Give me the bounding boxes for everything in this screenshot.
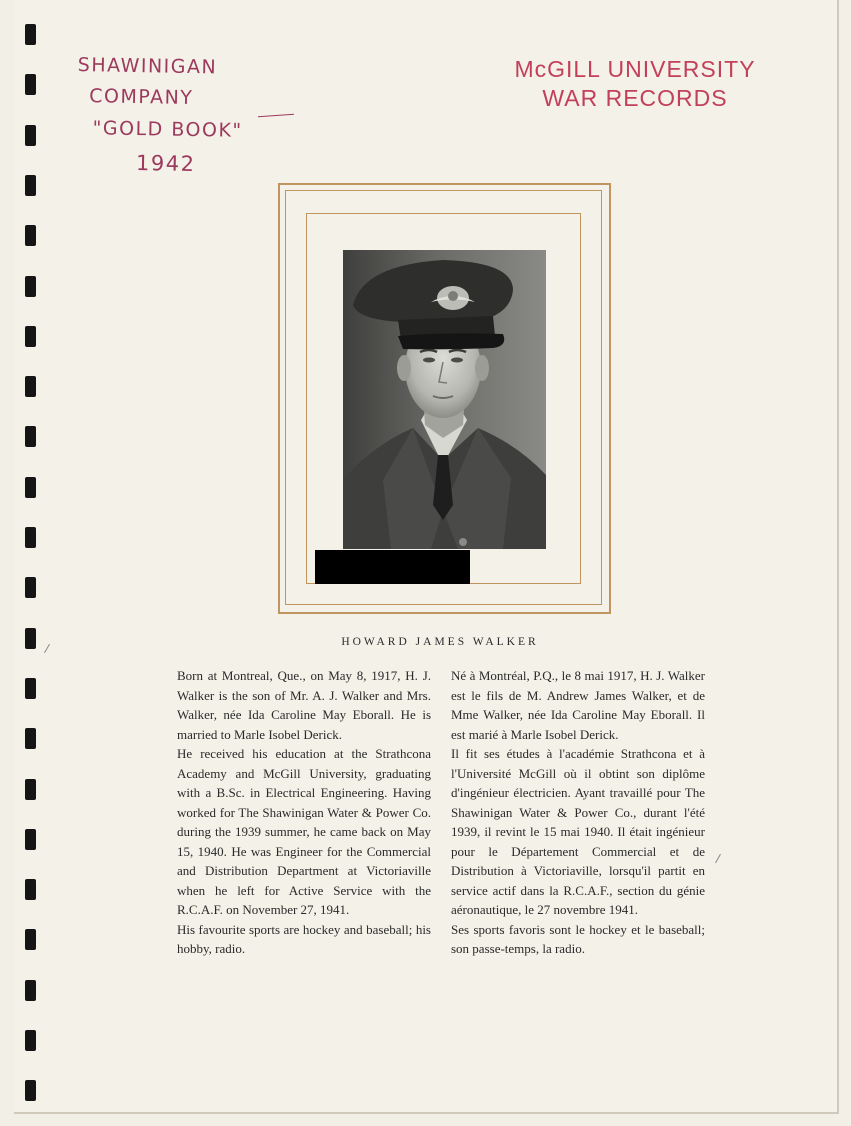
binding-ring	[25, 326, 36, 347]
binding-ring	[25, 980, 36, 1001]
person-name-heading: HOWARD JAMES WALKER	[341, 636, 539, 648]
binding-ring	[25, 779, 36, 800]
handwritten-line-4: 1942	[135, 151, 196, 177]
archive-stamp	[490, 55, 780, 113]
binding-ring	[25, 1080, 36, 1101]
binding-ring	[25, 1030, 36, 1051]
binding-ring	[25, 879, 36, 900]
redaction-bar	[315, 550, 470, 584]
handwritten-line-1: SHAWINIGAN	[77, 53, 218, 79]
binding-ring	[25, 628, 36, 649]
portrait-illustration	[343, 250, 546, 549]
english-paragraph-2: He received his education at the Strathcona Academy and McGill University, graduating with a B.Sc. in Electrical Engineering. Having worked for The Shawinigan Water & Power Co. during the 1939 summer, he came back on May 15, 1940. He was Engineer for the Commercial and Distribution Department at Victoriaville when he left for Active Service with the R.C.A.F. on November 27, 1941.	[177, 746, 431, 917]
binding-ring	[25, 225, 36, 246]
binding-ring	[25, 678, 36, 699]
english-paragraph-3: His favourite sports are hockey and baseball; his hobby, radio.	[177, 921, 431, 956]
binding-ring	[25, 376, 36, 397]
binding-ring	[25, 477, 36, 498]
english-paragraph-1: Born at Montreal, Que., on May 8, 1917, H. J. Walker is the son of Mr. A. J. Walker and Mrs. Walker, née Ida Caroline May Eborall. He is married to Marle Isobel Derick.	[177, 668, 431, 742]
binding-ring	[25, 175, 36, 196]
binding-ring	[25, 24, 36, 45]
binding-ring	[25, 577, 36, 598]
binding-ring	[25, 276, 36, 297]
binding-ring	[25, 125, 36, 146]
handwritten-line-2: COMPANY	[89, 85, 194, 109]
handwritten-line-3: "GOLD BOOK"	[92, 117, 243, 142]
french-paragraph-3: Ses sports favoris sont le hockey et le baseball; son passe-temps, la radio.	[451, 921, 705, 956]
french-biography	[451, 666, 705, 959]
binding-ring	[25, 929, 36, 950]
binding-ring	[25, 74, 36, 95]
stamp-line-1: McGILL UNIVERSITY	[514, 56, 756, 82]
french-paragraph-2: Il fit ses études à l'académie Strathcona et à l'Université McGill où il obtint son diplôme d'ingénieur électricien. Ayant travaillé pour The Shawinigan Water & Power Co., durant l'été 1939, il revint le 15 mai 1940. Il était ingénieur pour le Département Commercial et de Distribution à Victoriaville, lorsqu'il partit en service actif dans la R.C.A.F., section du génie aéronautique, le 27 novembre 1941.	[451, 746, 705, 917]
binding-ring	[25, 426, 36, 447]
portrait-photo	[343, 250, 546, 549]
binding-ring	[25, 728, 36, 749]
spiral-binding	[23, 0, 39, 1126]
english-biography	[177, 666, 431, 959]
stamp-line-2: WAR RECORDS	[542, 85, 728, 111]
french-paragraph-1: Né à Montréal, P.Q., le 8 mai 1917, H. J. Walker est le fils de M. Andrew James Walker, et de Mme Walker, née Ida Caroline May Eborall. Il est marié à Marle Isobel Derick.	[451, 668, 705, 742]
binding-ring	[25, 829, 36, 850]
binding-ring	[25, 527, 36, 548]
